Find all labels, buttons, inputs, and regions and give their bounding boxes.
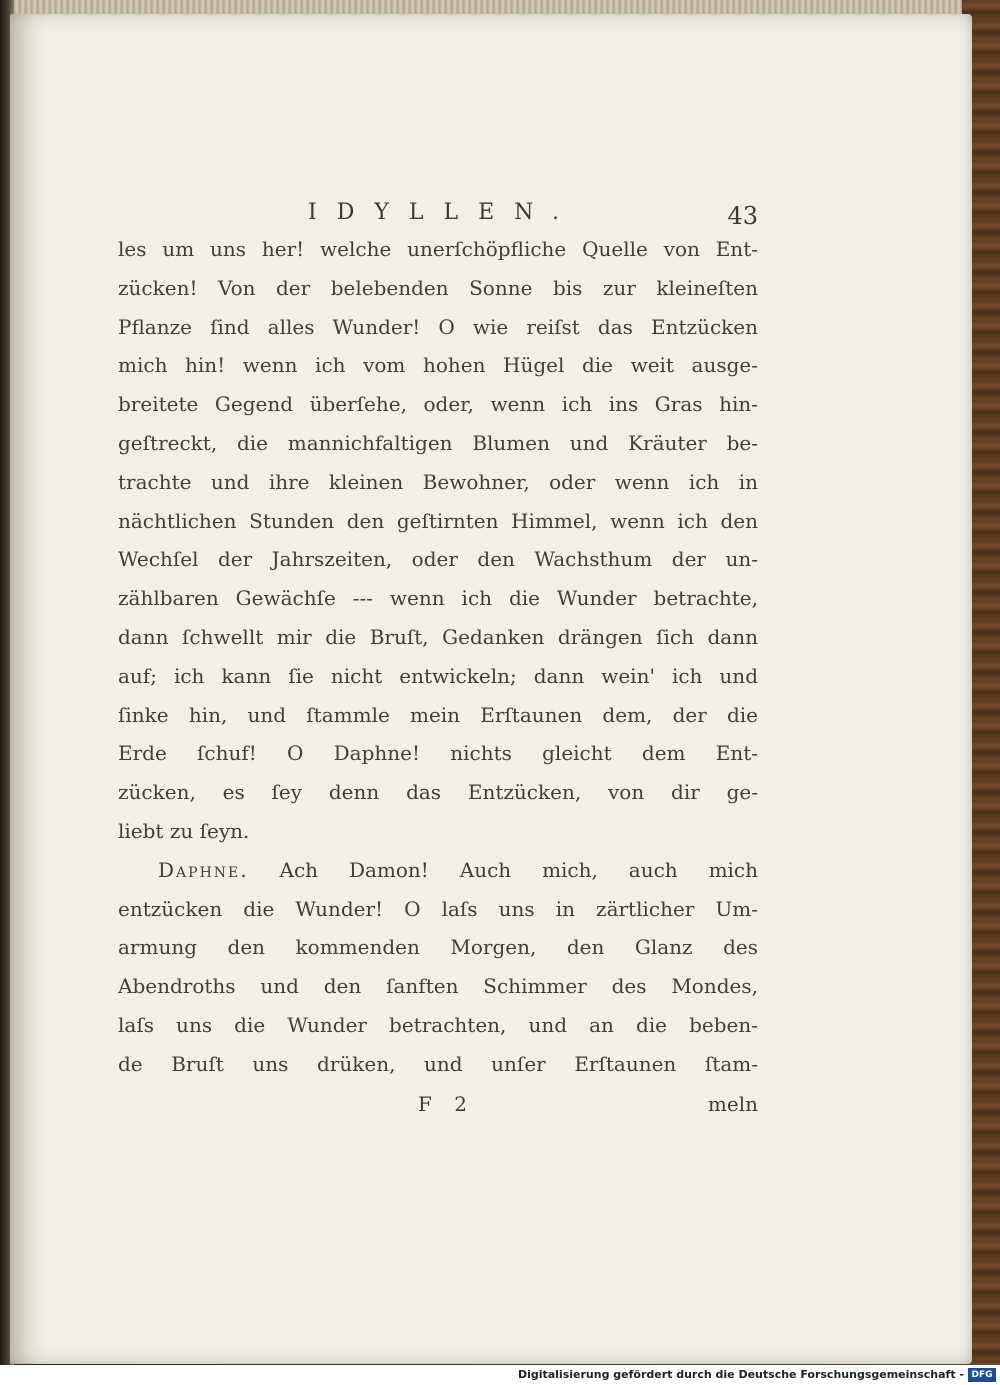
signature-mark: F 2 (418, 1092, 475, 1116)
text-line: Erde ſchuf! O Daphne! nichts gleicht dem Ent- (118, 741, 758, 766)
text-line: auf; ich kann ſie nicht entwickeln; dann wein' ich und (118, 663, 758, 688)
text-line: breitete Gegend überſehe, oder, wenn ich ins Gras hin- (118, 392, 758, 417)
text-line: Pflanze ſind alles Wunder! O wie reiſst das Entzücken (118, 314, 758, 339)
body-text (118, 230, 758, 1084)
text-line: les um uns her! welche unerſchöpfliche Quelle von Ent- (118, 237, 758, 261)
text-line: trachte und ihre kleinen Bewohner, oder wenn ich in (118, 469, 758, 494)
bleed-through-marks: · · · · · · · (2, 456, 6, 866)
text-line: geſtreckt, die mannichfaltigen Blumen und Kräuter be- (118, 430, 758, 455)
text-line: armung den kommenden Morgen, den Glanz des (118, 935, 758, 960)
text-line: nächtlichen Stunden den geſtirnten Himmel, wenn ich den (118, 508, 758, 533)
page-footer (118, 1092, 758, 1122)
page-number: 43 (727, 202, 758, 230)
text-line: zählbaren Gewächſe --- wenn ich die Wunder betrachte, (118, 586, 758, 611)
text-line: zücken! Von der belebenden Sonne bis zur kleineſten (118, 275, 758, 300)
credit-bar (0, 1365, 1000, 1385)
text-line: dann ſchwellt mir die Bruſt, Gedanken drängen ſich dann (118, 624, 758, 649)
catchword: meln (707, 1092, 758, 1116)
text-line: zücken, es ſey denn das Entzücken, von dir ge- (118, 780, 758, 805)
text-line: laſs uns die Wunder betrachten, und an die beben- (118, 1012, 758, 1037)
text-line: de Bruſt uns drüken, und unſer Erſtaunen ſtam- (118, 1051, 758, 1076)
text-line: mich hin! wenn ich vom hohen Hügel die weit ausge- (118, 353, 758, 378)
text-line: Wechſel der Jahrszeiten, oder den Wachsthum der un- (118, 547, 758, 572)
running-title: IDYLLEN. (308, 200, 579, 225)
text-line: liebt zu ſeyn. (118, 818, 250, 843)
funding-credit: Digitalisierung gefördert durch die Deutsche Forschungsgemeinschaft - (517, 1368, 964, 1381)
text-line: Abendroths und den ſanften Schimmer des Mondes, (118, 974, 758, 999)
speech-line-first (118, 851, 758, 890)
text-line: ſinke hin, und ſtammle mein Erſtaunen dem, der die (118, 702, 758, 727)
page-header (118, 200, 758, 230)
text-line: entzücken die Wunder! O laſs uns in zärtlicher Um- (118, 896, 758, 921)
speech-text: Ach Damon! Auch mich, auch mich (279, 857, 758, 882)
dfg-logo: DFG (968, 1368, 996, 1382)
speaker-name: Daphne. (158, 857, 249, 882)
